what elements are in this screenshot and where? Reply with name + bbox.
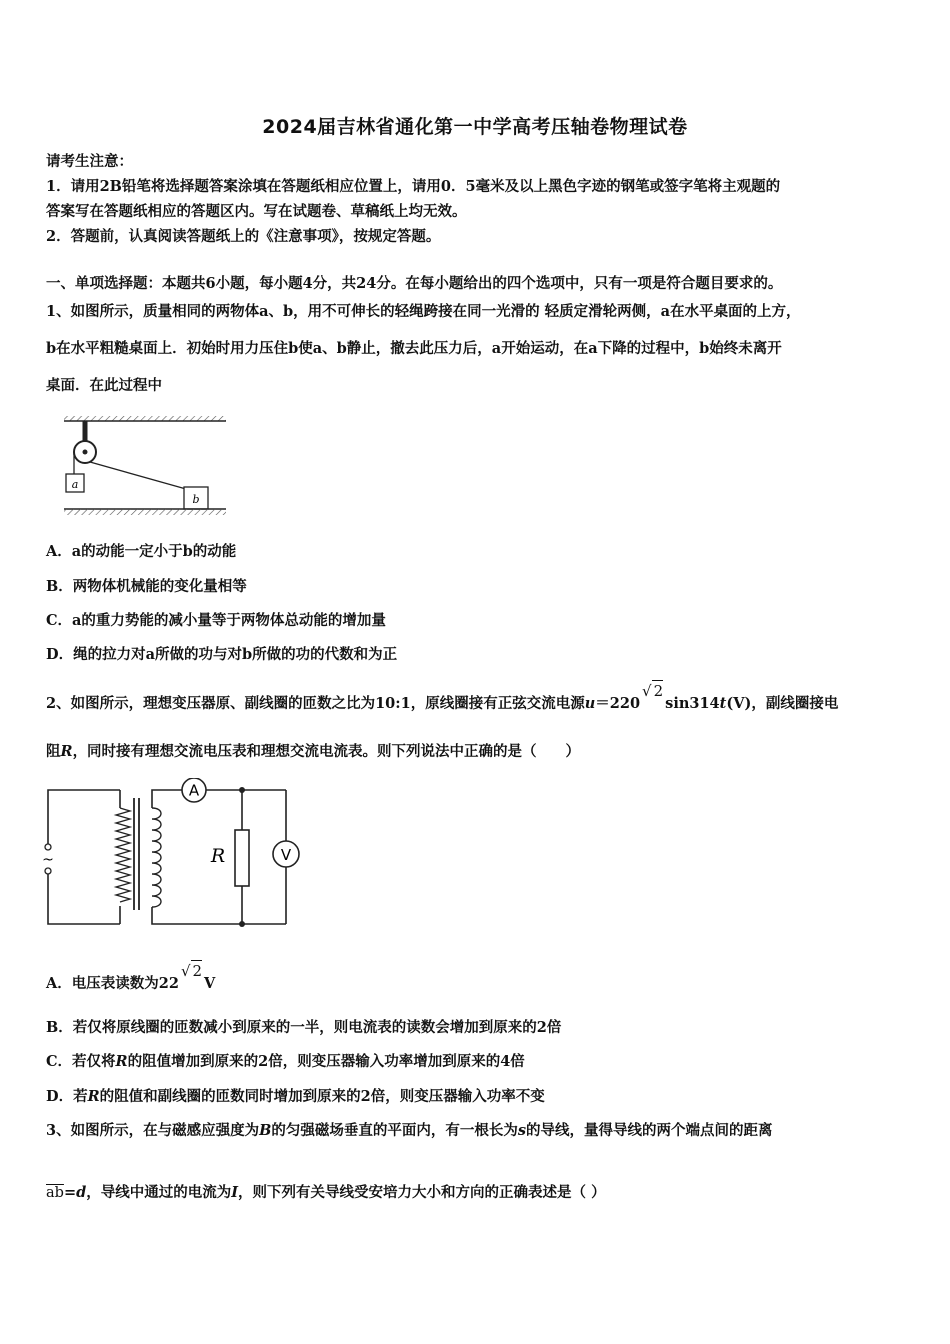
notice-item-1b: 答案写在答题纸相应的答题区内。写在试题卷、草稿纸上均无效。 (46, 203, 467, 220)
block-b-label: b (192, 493, 200, 506)
q3-line-1-mid: 的匀强磁场垂直的平面内，有一根长为 (271, 1122, 518, 1139)
q2-option-c (46, 1052, 916, 1072)
q2-option-d-tail: 的阻值和副线圈的匝数同时增加到原来的2倍，则变压器输入功率不变 (99, 1088, 545, 1105)
q2-sqrt-2: √ 2 (642, 682, 664, 700)
q3-segment-ab: $\overline{ab}$ (46, 1185, 64, 1201)
q3-line-1-tail: 的导线，量得导线的两个端点间的距离 (526, 1122, 773, 1139)
ac-source-icon: ~ (42, 852, 54, 868)
page-title: 2024届吉林省通化第一中学高考压轴卷物理试卷 (262, 116, 688, 138)
junction-bottom (239, 921, 245, 927)
q2-var-u: u (584, 695, 596, 712)
pulley-axle (83, 450, 88, 455)
q3-var-i: I (231, 1184, 239, 1201)
q1-line-3: 桌面．在此过程中 (46, 377, 162, 394)
rope-slanted (90, 462, 186, 489)
q2-option-a-unit: V (204, 975, 216, 992)
voltmeter-label: V (280, 846, 292, 864)
block-a-label: a (71, 478, 79, 491)
q3-line-2 (46, 1183, 916, 1203)
q2-option-c-r: R (115, 1053, 128, 1070)
resistor-label: R (210, 845, 226, 867)
ceiling-hatch (64, 416, 226, 421)
q1-line-2: b在水平粗糙桌面上．初始时用力压住b使a、b静止，撤去此压力后，a开始运动，在a下降的过程中，b始终未离开 (46, 340, 782, 357)
q2-option-a-text: A．电压表读数为22 (46, 975, 179, 992)
sqrt-icon: √ (180, 962, 191, 980)
resistor (235, 830, 249, 886)
notice-item-2: 2．答题前，认真阅读答题纸上的《注意事项》，按规定答题。 (46, 228, 441, 245)
secondary-coil (152, 808, 161, 907)
junction-top (239, 787, 245, 793)
q2-eq: ＝220 (595, 695, 641, 712)
q2-transformer-circuit (42, 778, 304, 928)
q2-sin: sin314 (665, 695, 720, 712)
ammeter-label: A (188, 781, 200, 800)
q2-option-c-text: C．若仅将 (46, 1053, 116, 1070)
q1-pulley-figure (60, 416, 230, 522)
q1-option-a: A．a的动能一定小于b的动能 (46, 543, 237, 560)
q2-line-1-text: 2、如图所示，理想变压器原、副线圈的匝数之比为10:1，原线圈接有正弦交流电源 (46, 695, 585, 712)
source-terminal-bottom (45, 868, 51, 874)
q2-line-2-tail: ，同时接有理想交流电压表和理想交流电流表。则下列说法中正确的是（ ） (72, 743, 581, 760)
q2-line-1-tail: (V)，副线圈接电 (726, 695, 839, 712)
notice-item-1a: 1．请用2B铅笔将选择题答案涂填在答题纸相应位置上，请用0．5毫米及以上黑色字迹的钢笔或签字笔将主观题的 (46, 178, 781, 195)
q1-option-d: D．绳的拉力对a所做的功与对b所做的功的代数和为正 (46, 646, 398, 663)
q2-line-2 (46, 742, 916, 762)
secondary-lead-bottom (152, 907, 242, 924)
q2-option-d (46, 1087, 916, 1107)
sqrt-icon: √ (642, 682, 652, 700)
q3-line-2-tail: ，则下列有关导线受安培力大小和方向的正确表述是（ ） (238, 1184, 606, 1201)
q3-var-b: B (259, 1122, 272, 1139)
q3-line-2-text: ，导线中通过的电流为 (86, 1184, 232, 1201)
q2-var-r: R (60, 743, 73, 760)
q3-line-1 (46, 1121, 916, 1141)
q2-option-a-sqrt: √ 2 (180, 962, 203, 980)
q2-option-a (46, 962, 916, 994)
primary-coil (116, 808, 130, 902)
q2-option-d-text: D．若 (46, 1088, 88, 1105)
section-heading: 一、单项选择题：本题共6小题，每小题4分，共24分。在每小题给出的四个选项中，只有一项是符合题目要求的。 (46, 275, 783, 292)
q2-var-t: t (719, 695, 727, 712)
q1-option-c: C．a的重力势能的减小量等于两物体总动能的增加量 (46, 612, 386, 629)
q2-option-b: B．若仅将原线圈的匝数减小到原来的一半，则电流表的读数会增加到原来的2倍 (46, 1019, 562, 1036)
q2-option-c-tail: 的阻值增加到原来的2倍，则变压器输入功率增加到原来的4倍 (127, 1053, 525, 1070)
secondary-lead-top (152, 790, 182, 808)
q2-option-d-r: R (87, 1088, 100, 1105)
q3-var-s: s (517, 1122, 527, 1139)
q2-line-2-text: 阻 (46, 743, 61, 760)
q1-option-b: B．两物体机械能的变化量相等 (46, 578, 247, 595)
table-hatch (64, 509, 226, 515)
q1-line-1: 1、如图所示，质量相同的两物体a、b，用不可伸长的轻绳跨接在同一光滑的 轻质定滑轮两侧，a在水平桌面的上方， (46, 303, 801, 320)
notice-heading: 请考生注意： (46, 153, 133, 170)
primary-wire-top (48, 790, 120, 844)
source-terminal-top (45, 844, 51, 850)
q3-line-1-text: 3、如图所示，在与磁感应强度为 (46, 1122, 260, 1139)
q3-equals: = (63, 1184, 77, 1201)
q3-var-d: d (76, 1184, 87, 1201)
q2-line-1 (46, 682, 916, 714)
primary-wire-bottom (48, 874, 120, 924)
